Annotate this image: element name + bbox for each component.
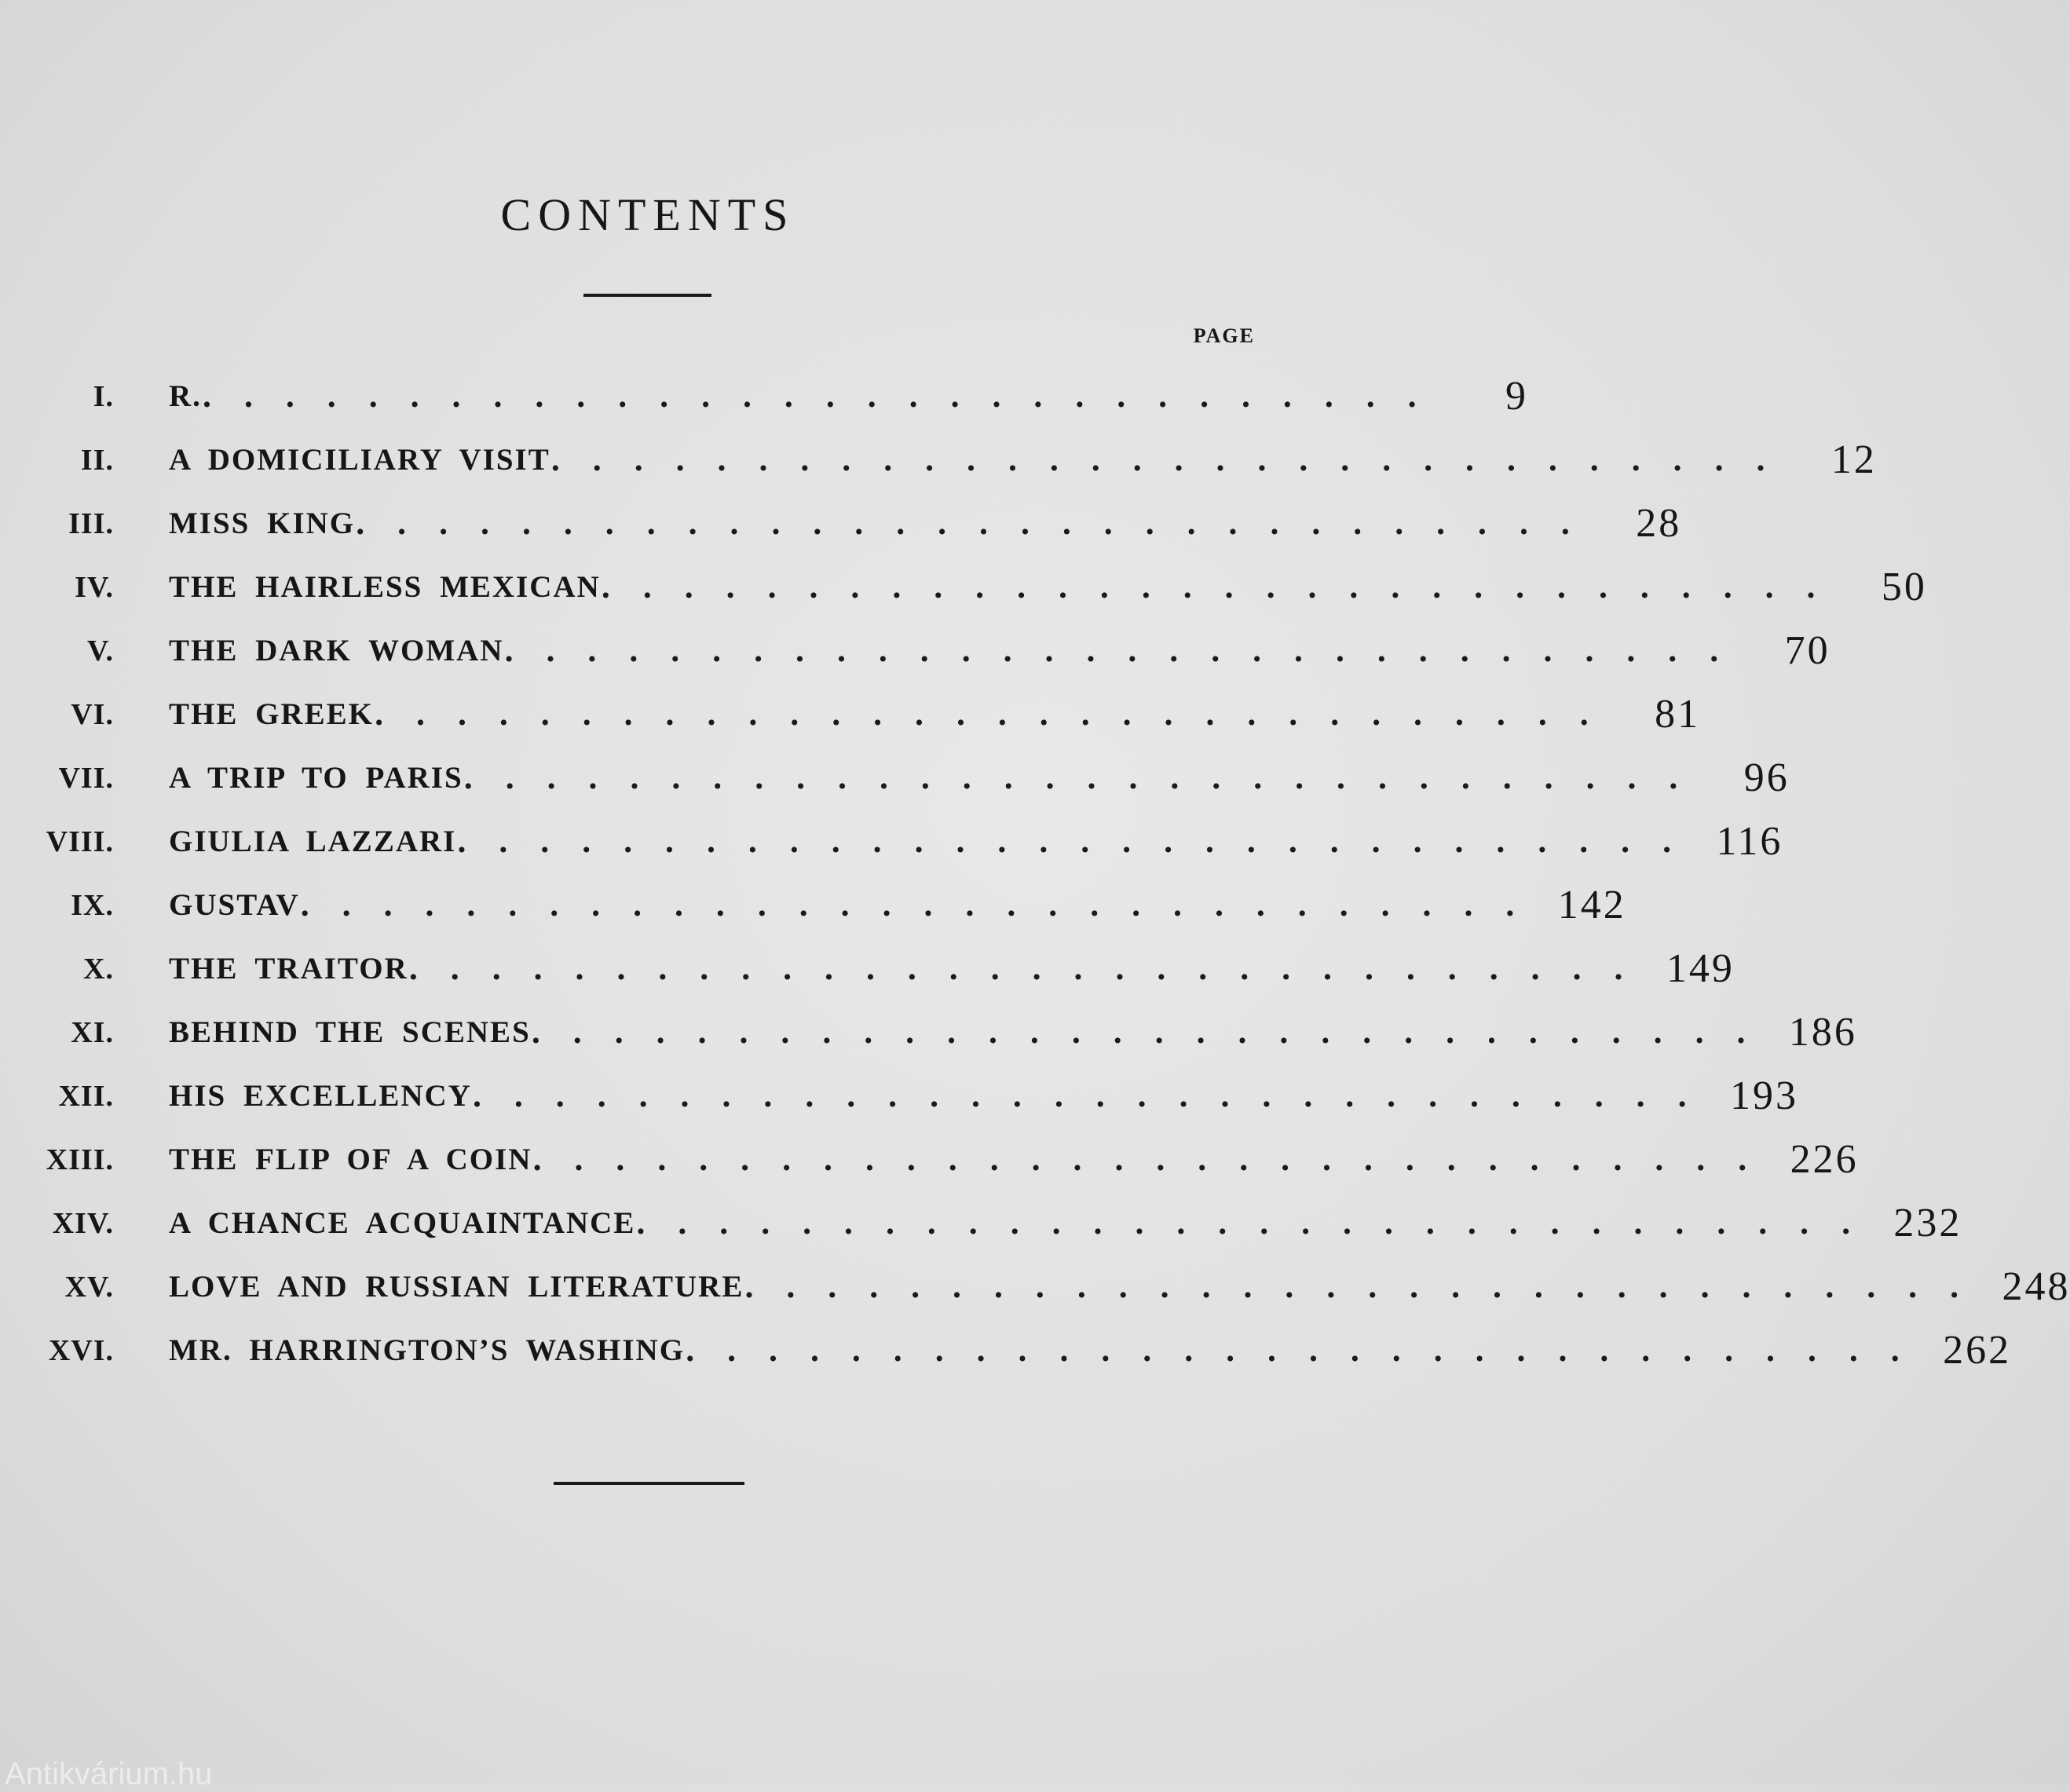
chapter-number: XV. xyxy=(64,1270,114,1304)
chapter-title: BEHIND THE SCENES xyxy=(169,1015,531,1049)
dot-leader: . . . . . . . . . . . . . . . . . . . . . . . . . . . . . . xyxy=(600,569,1827,605)
dot-leader: . . . . . . . . . . . . . . . . . . . . . . . . . . . . . . xyxy=(635,1205,1862,1241)
toc-entry xyxy=(31,1000,1857,1064)
chapter-title: LOVE AND RUSSIAN LITERATURE xyxy=(169,1270,744,1304)
page-number: 12 xyxy=(1830,437,1877,482)
chapter-number: XVI. xyxy=(48,1333,114,1367)
page-number: 142 xyxy=(1557,883,1626,927)
dot-leader: . . . . . . . . . . . . . . . . . . . . . . . . . . . . . . xyxy=(503,633,1730,668)
chapter-number: XII. xyxy=(58,1079,114,1113)
chapter-number: X. xyxy=(83,952,114,986)
chapter-number: XI. xyxy=(71,1015,114,1049)
toc-entry xyxy=(31,364,1529,428)
dot-leader: . . . . . . . . . . . . . . . . . . . . . . . . . . . . . . xyxy=(744,1269,1970,1304)
chapter-title: THE HAIRLESS MEXICAN xyxy=(169,570,601,604)
dot-leader: . . . . . . . . . . . . . . . . . . . . . . . . . . . . . . xyxy=(408,951,1634,986)
chapter-number: VII. xyxy=(58,761,114,795)
dot-leader: . . . . . . . . . . . . . . . . . . . . . . . . . . . . . . xyxy=(355,506,1582,541)
chapter-number: XIV. xyxy=(52,1206,114,1240)
toc-entry xyxy=(31,1128,1859,1191)
dot-leader: . . . . . . . . . . . . . . . . . . . . . . . . . . . . . . xyxy=(685,1333,1911,1368)
chapter-number: II. xyxy=(80,443,114,477)
page-number: 193 xyxy=(1729,1073,1798,1118)
page-number: 81 xyxy=(1655,692,1701,737)
dot-leader: . . . . . . . . . . . . . . . . . . . . . . . . . . . . . . xyxy=(471,1078,1698,1114)
page-column-label: PAGE xyxy=(1193,324,1255,347)
toc-entry xyxy=(31,746,1790,810)
chapter-title: MISS KING xyxy=(169,507,356,540)
chapter-number: III. xyxy=(68,507,114,540)
bottom-divider xyxy=(554,1482,744,1485)
chapter-title: A DOMICILIARY VISIT xyxy=(169,443,550,477)
toc-entry xyxy=(31,1191,1962,1255)
chapter-title: THE FLIP OF A COIN xyxy=(169,1143,532,1176)
page-number: 70 xyxy=(1784,628,1830,673)
toc-entry xyxy=(31,428,1877,492)
toc-entry xyxy=(31,1064,1798,1128)
page-title: CONTENTS xyxy=(500,189,795,240)
toc-entry xyxy=(31,873,1626,937)
page-number: 116 xyxy=(1716,819,1783,864)
dot-leader: . . . . . . . . . . . . . . . . . . . . . . . . . . . . . . xyxy=(373,697,1600,732)
page-number: 9 xyxy=(1505,374,1529,419)
dot-leader: . . . . . . . . . . . . . . . . . . . . . . . . . . . . . . xyxy=(532,1142,1758,1177)
chapter-title: THE DARK WOMAN xyxy=(169,634,504,667)
page-number: 149 xyxy=(1666,946,1735,991)
table-of-contents xyxy=(31,364,2070,1382)
toc-entry xyxy=(31,492,1682,555)
chapter-title: GIULIA LAZZARI xyxy=(169,825,457,858)
dot-leader: . . . . . . . . . . . . . . . . . . . . . . . . . . . . . . xyxy=(456,824,1683,859)
dot-leader: . . . . . . . . . . . . . . . . . . . . . . . . . . . . . . xyxy=(463,760,1689,795)
dot-leader: . . . . . . . . . . . . . . . . . . . . . . . . . . . . . . xyxy=(201,379,1428,414)
title-divider xyxy=(583,294,711,297)
chapter-number: VIII. xyxy=(46,825,114,858)
chapter-title: THE GREEK xyxy=(169,697,374,731)
chapter-title: GUSTAV xyxy=(169,888,300,922)
chapter-title: R. xyxy=(169,379,202,413)
page-number: 232 xyxy=(1893,1201,1962,1245)
chapter-number: IX. xyxy=(71,888,114,922)
toc-entry xyxy=(31,810,1783,873)
toc-entry xyxy=(31,619,1830,682)
dot-leader: . . . . . . . . . . . . . . . . . . . . . . . . . . . . . . xyxy=(299,887,1526,923)
chapter-number: I. xyxy=(93,379,114,413)
toc-entry xyxy=(31,1318,2012,1382)
dot-leader: . . . . . . . . . . . . . . . . . . . . . . . . . . . . . . xyxy=(530,1015,1757,1050)
chapter-number: VI. xyxy=(71,697,114,731)
chapter-title: HIS EXCELLENCY xyxy=(169,1079,472,1113)
toc-entry xyxy=(31,682,1701,746)
chapter-title: MR. HARRINGTON’S WASHING xyxy=(169,1333,686,1367)
page-number: 262 xyxy=(1943,1328,2012,1373)
chapter-title: A CHANCE ACQUAINTANCE xyxy=(169,1206,636,1240)
chapter-number: V. xyxy=(86,634,114,667)
page-number: 186 xyxy=(1788,1010,1857,1055)
page-number: 226 xyxy=(1790,1137,1859,1182)
chapter-number: IV. xyxy=(75,570,114,604)
watermark: Antikvárium.hu xyxy=(5,1757,213,1791)
toc-entry xyxy=(31,937,1735,1000)
chapter-number: XIII. xyxy=(46,1143,114,1176)
dot-leader: . . . . . . . . . . . . . . . . . . . . . . . . . . . . . . xyxy=(550,442,1776,477)
page-number: 96 xyxy=(1743,755,1790,800)
page-number: 50 xyxy=(1881,565,1927,609)
toc-entry xyxy=(31,555,1927,619)
toc-entry xyxy=(31,1255,2070,1318)
page-number: 28 xyxy=(1636,501,1682,546)
chapter-title: THE TRAITOR xyxy=(169,952,408,986)
chapter-title: A TRIP TO PARIS xyxy=(169,761,463,795)
page-number: 248 xyxy=(2002,1264,2070,1309)
